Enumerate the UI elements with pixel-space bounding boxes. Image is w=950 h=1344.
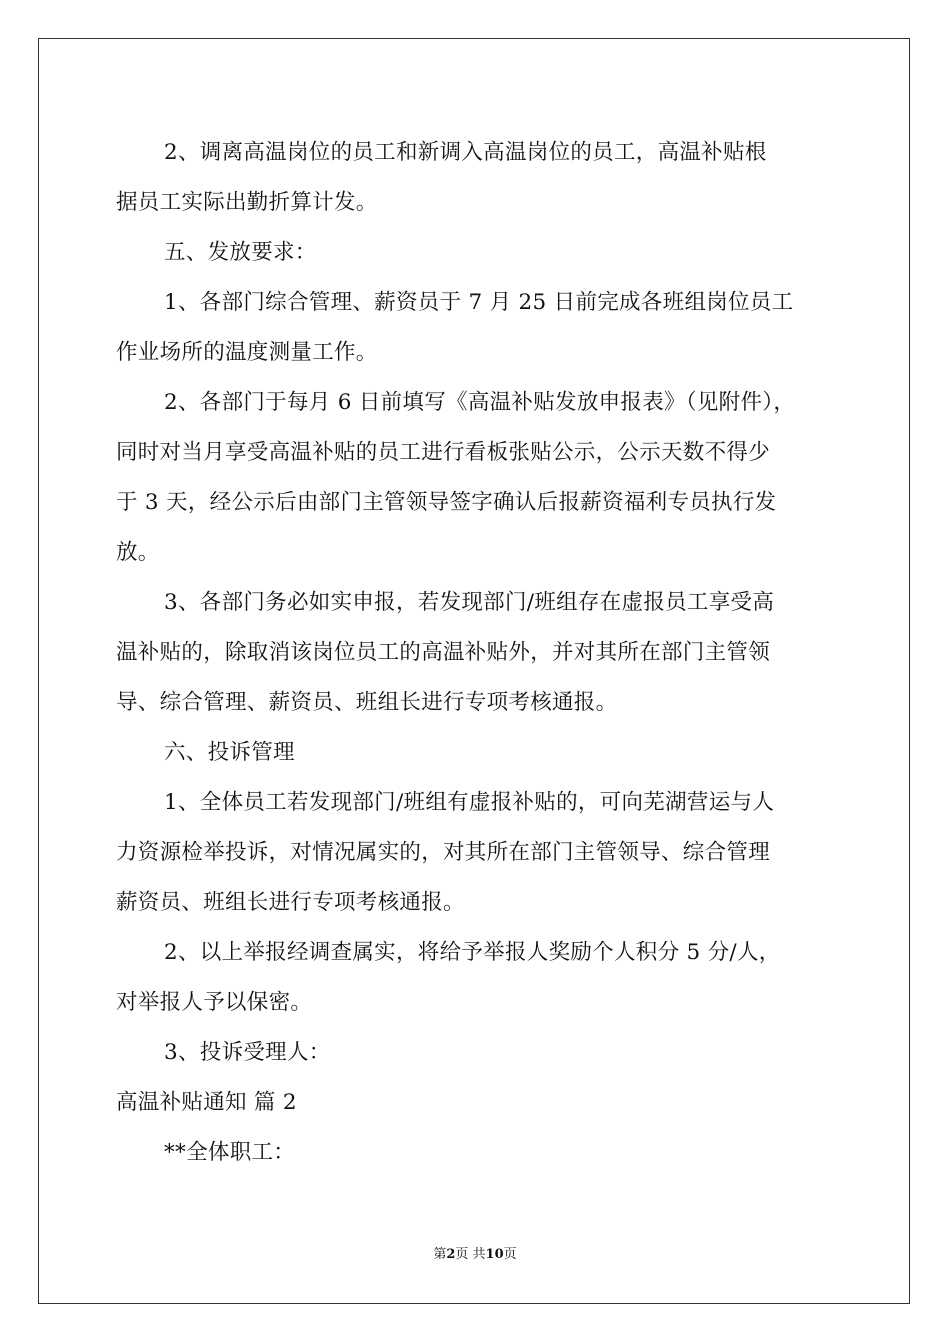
paragraph-line: 于 3 天，经公示后由部门主管领导签字确认后报薪资福利专员执行发 — [116, 490, 777, 515]
paragraph-line: 3、各部门务必如实申报，若发现部门/班组存在虚报员工享受高 — [164, 590, 775, 615]
paragraph-line: 同时对当月享受高温补贴的员工进行看板张贴公示，公示天数不得少 — [116, 440, 771, 465]
footer-total-pages: 10 — [485, 1247, 504, 1262]
paragraph-line: 薪资员、班组长进行专项考核通报。 — [116, 890, 465, 915]
paragraph-line: 力资源检举投诉，对情况属实的，对其所在部门主管领导、综合管理 — [116, 840, 771, 865]
footer-mid: 页 共 — [455, 1247, 486, 1262]
paragraph-line: 放。 — [116, 540, 160, 565]
footer-current-page: 2 — [446, 1247, 456, 1262]
paragraph-line: 3、投诉受理人： — [164, 1040, 331, 1065]
footer-suffix: 页 — [503, 1247, 517, 1262]
document-body — [116, 128, 836, 1178]
paragraph-line: 对举报人予以保密。 — [116, 990, 313, 1015]
paragraph-line: 五、发放要求： — [164, 240, 317, 265]
paragraph-line: 温补贴的，除取消该岗位员工的高温补贴外，并对其所在部门主管领 — [116, 640, 771, 665]
paragraph-line: 2、各部门于每月 6 日前填写《高温补贴发放申报表》（见附件）， — [164, 390, 796, 415]
paragraph-line: 据员工实际出勤折算计发。 — [116, 190, 378, 215]
paragraph-line: 高温补贴通知 篇 2 — [116, 1090, 297, 1115]
paragraph-line: 2、以上举报经调查属实，将给予举报人奖励个人积分 5 分/人， — [164, 940, 781, 965]
page-footer — [0, 1246, 950, 1264]
paragraph-line: 2、调离高温岗位的员工和新调入高温岗位的员工，高温补贴根 — [164, 140, 767, 165]
footer-prefix: 第 — [433, 1247, 447, 1262]
paragraph-line: 1、全体员工若发现部门/班组有虚报补贴的，可向芜湖营运与人 — [164, 790, 775, 815]
paragraph-line: 导、综合管理、薪资员、班组长进行专项考核通报。 — [116, 690, 618, 715]
paragraph-line: **全体职工： — [164, 1140, 296, 1165]
paragraph-line: 1、各部门综合管理、薪资员于 7 月 25 日前完成各班组岗位员工 — [164, 290, 794, 315]
paragraph-line: 六、投诉管理 — [164, 740, 295, 765]
paragraph-line: 作业场所的温度测量工作。 — [116, 340, 378, 365]
